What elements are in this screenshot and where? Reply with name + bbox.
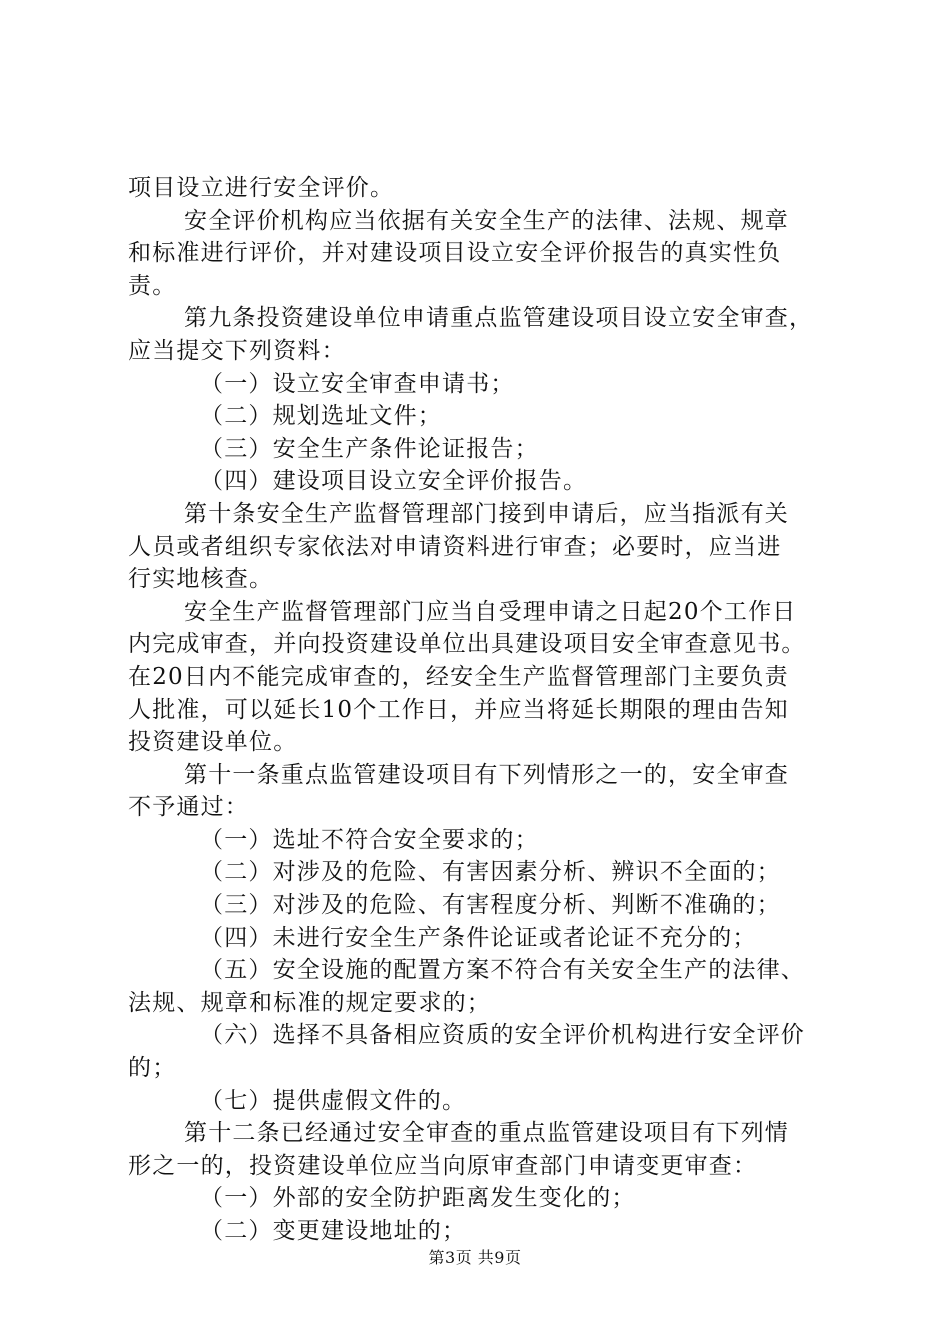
- text-line: 投资建设单位。: [128, 729, 298, 756]
- text-line: 第九条投资建设单位申请重点监管建设项目设立安全审查，: [184, 305, 814, 332]
- text-line: （四）未进行安全生产条件论证或者论证不充分的；: [200, 924, 757, 951]
- text-line: 安全生产监督管理部门应当自受理申请之日起20个工作日: [184, 598, 797, 625]
- text-line: （一）设立安全审查申请书；: [200, 370, 515, 397]
- text-line: （三）安全生产条件论证报告；: [200, 435, 539, 462]
- text-line: （五）安全设施的配置方案不符合有关安全生产的法律、: [200, 957, 805, 984]
- text-line: （二）变更建设地址的；: [200, 1218, 467, 1244]
- text-line: （一）外部的安全防护距离发生变化的；: [200, 1185, 636, 1212]
- text-line: （四）建设项目设立安全评价报告。: [200, 468, 588, 495]
- text-line: （七）提供虚假文件的。: [200, 1087, 467, 1114]
- text-line: 的；: [128, 1055, 177, 1082]
- document-body: [128, 172, 832, 1248]
- text-line: 在20日内不能完成审查的，经安全生产监督管理部门主要负责: [128, 663, 789, 690]
- text-line: 项目设立进行安全评价。: [128, 175, 395, 201]
- text-line: （二）规划选址文件；: [200, 403, 442, 430]
- text-line: 安全评价机构应当依据有关安全生产的法律、法规、规章: [184, 207, 789, 234]
- text-line: 第十条安全生产监督管理部门接到申请后，应当指派有关: [184, 500, 789, 527]
- text-line: （一）选址不符合安全要求的；: [200, 826, 539, 853]
- text-line: 形之一的，投资建设单位应当向原审查部门申请变更审查：: [128, 1152, 758, 1179]
- text-line: 人员或者组织专家依法对申请资料进行审查；必要时，应当进: [128, 533, 782, 560]
- text-line: （六）选择不具备相应资质的安全评价机构进行安全评价: [200, 1022, 805, 1049]
- text-line: （二）对涉及的危险、有害因素分析、辨识不全面的；: [200, 859, 781, 886]
- text-line: 内完成审查，并向投资建设单位出具建设项目安全审查意见书。: [128, 631, 806, 658]
- text-line: （三）对涉及的危险、有害程度分析、判断不准确的；: [200, 892, 781, 919]
- text-line: 应当提交下列资料：: [128, 337, 346, 364]
- text-line: 行实地核查。: [128, 566, 274, 593]
- text-line: 和标准进行评价，并对建设项目设立安全评价报告的真实性负: [128, 240, 782, 267]
- page-footer: 第3页 共9页: [428, 1248, 522, 1267]
- text-line: 人批准，可以延长10个工作日，并应当将延长期限的理由告知: [128, 696, 789, 723]
- text-line: 不予通过：: [128, 794, 249, 821]
- text-line: 法规、规章和标准的规定要求的；: [128, 989, 491, 1016]
- text-line: 第十一条重点监管建设项目有下列情形之一的，安全审查: [184, 761, 789, 788]
- text-line: 责。: [128, 272, 177, 299]
- text-line: 第十二条已经通过安全审查的重点监管建设项目有下列情: [184, 1120, 789, 1147]
